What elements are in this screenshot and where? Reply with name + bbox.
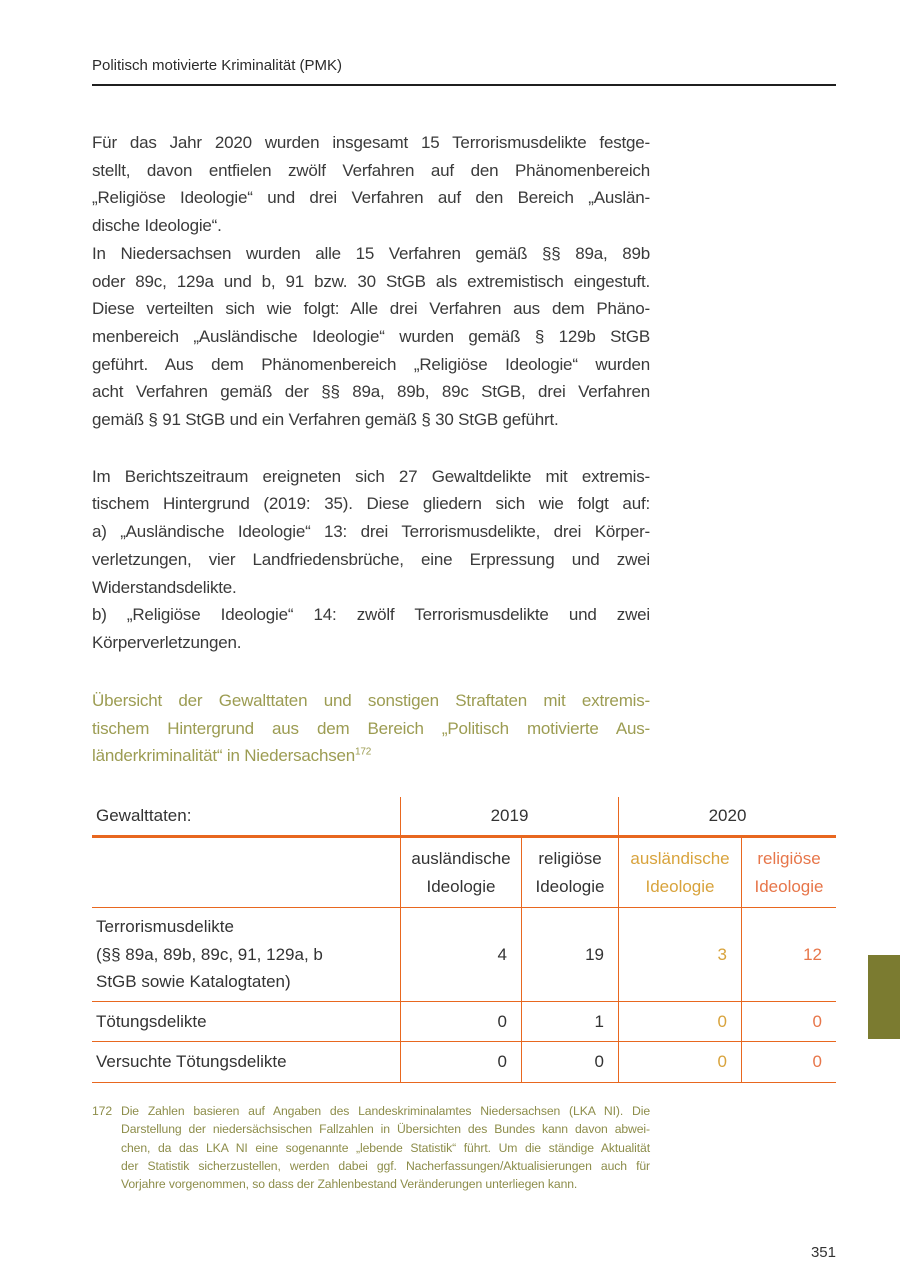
row-label-line: StGB sowie Katalogtaten) (96, 972, 291, 992)
value-cell: 0 (618, 1042, 741, 1082)
body-text (92, 129, 650, 657)
column-header-line: Ideologie (645, 876, 715, 896)
header-rule (92, 84, 836, 86)
column-header-line: Ideologie (426, 876, 496, 896)
value-cell: 12 (741, 908, 836, 1001)
text-line: a) „Ausländische Ideologie“ 13: drei Terrorismusdelikte, drei Körper- (92, 522, 650, 542)
text-line: In Niedersachsen wurden alle 15 Verfahren gemäß §§ 89a, 89b (92, 243, 650, 263)
value-cell: 0 (521, 1042, 618, 1082)
paragraph (92, 240, 650, 434)
paragraph (92, 601, 650, 656)
text-line: Für das Jahr 2020 wurden insgesamt 15 Terrorismusdelikte festge- (92, 133, 650, 152)
statistics-table (92, 797, 836, 1083)
text-line: Widerstandsdelikte. (92, 577, 237, 597)
table-caption (92, 687, 650, 770)
column-header-line: Ideologie (535, 876, 605, 896)
value-cell: 0 (618, 1002, 741, 1041)
text-line: Körperverletzungen. (92, 632, 242, 652)
paragraph-gap (92, 434, 650, 463)
caption-text: länderkriminalität“ in Niedersachsen (92, 746, 356, 766)
value-cell: 0 (400, 1042, 521, 1082)
table-year-row (92, 797, 836, 838)
year-group-cell: 2020 (618, 797, 836, 835)
column-header-line: religiöse (538, 848, 602, 868)
text-line: tischem Hintergrund aus dem Bereich „Politisch motivierte Aus- (92, 718, 650, 738)
text-line: der Statistik sicherzustellen, werden dabei ggf. Nacherfassungen/Aktualisierungen auch für (121, 1158, 650, 1173)
table-row (92, 1002, 836, 1042)
footnote-ref: 172 (355, 746, 372, 758)
text-line: gemäß § 91 StGB und ein Verfahren gemäß § 30 StGB geführt. (92, 410, 559, 430)
column-header-line: religiöse (757, 848, 821, 868)
text-line: Übersicht der Gewalttaten und sonstigen Straftaten mit extremis- (92, 691, 650, 710)
text-line: Im Berichtszeitraum ereigneten sich 27 Gewaltdelikte mit extremis- (92, 466, 650, 486)
text-line: menbereich „Ausländische Ideologie“ wurden gemäß § 129b StGB (92, 326, 650, 346)
row-label-cell (92, 908, 400, 1001)
footnote-number: 172 (92, 1104, 113, 1118)
row-label-header: Gewalttaten: (96, 806, 192, 826)
text-line: dische Ideologie“. (92, 216, 222, 236)
table-subheader-row (92, 838, 836, 908)
row-label-line: (§§ 89a, 89b, 89c, 91, 129a, b (96, 944, 323, 964)
value-cell: 3 (618, 908, 741, 1001)
footnote (92, 1102, 650, 1193)
row-label-line: Versuchte Tötungsdelikte (96, 1052, 287, 1072)
column-header-line: ausländische (411, 848, 511, 868)
value-cell: 0 (741, 1002, 836, 1041)
page-number: 351 (810, 1244, 836, 1261)
row-label-line: Terrorismusdelikte (96, 916, 234, 936)
running-header: Politisch motivierte Kriminalität (PMK) (92, 57, 343, 74)
value-cell: 19 (521, 908, 618, 1001)
table-row (92, 908, 836, 1002)
column-header-line: Ideologie (754, 876, 824, 896)
value-cell: 1 (521, 1002, 618, 1041)
column-header-cell (618, 838, 741, 907)
text-line: stellt, davon entfielen zwölf Verfahren auf den Phänomenbereich (92, 160, 650, 180)
row-label-cell (92, 1002, 400, 1041)
column-header-cell (400, 838, 521, 907)
table-row (92, 1042, 836, 1083)
text-line: „Religiöse Ideologie“ und drei Verfahren auf den Bereich „Auslän- (92, 188, 650, 208)
text-line: oder 89c, 129a und b, 91 bzw. 30 StGB als extremistisch eingestuft. (92, 271, 650, 291)
paragraph (92, 129, 650, 240)
value-cell: 4 (400, 908, 521, 1001)
text-line: Vorjahre vorgenommen, so dass der Zahlenbestand Veränderungen unterliegen kann. (121, 1177, 578, 1192)
paragraph (92, 518, 650, 601)
value-cell: 0 (400, 1002, 521, 1041)
row-label-spacer (92, 838, 400, 907)
text-line: geführt. Aus dem Phänomenbereich „Religiöse Ideologie“ wurden (92, 354, 650, 374)
text-line: verletzungen, vier Landfriedensbrüche, eine Erpressung und zwei (92, 549, 650, 569)
text-line: Die Zahlen basieren auf Angaben des Landeskriminalamtes Niedersachsen (LKA NI). Die (121, 1104, 650, 1118)
column-header-line: ausländische (630, 848, 730, 868)
text-line: Diese verteilten sich wie folgt: Alle drei Verfahren aus dem Phäno- (92, 299, 650, 319)
row-label-cell (92, 1042, 400, 1082)
paragraph (92, 463, 650, 518)
text-line: acht Verfahren gemäß der §§ 89a, 89b, 89c StGB, drei Verfahren (92, 382, 650, 402)
text-line: b) „Religiöse Ideologie“ 14: zwölf Terrorismusdelikte und zwei (92, 605, 650, 625)
text-line: Darstellung der niedersächsischen Fallzahlen in Übersichten des Bundes kann davon abwei- (121, 1122, 650, 1137)
text-line (92, 742, 650, 770)
column-header-cell (741, 838, 836, 907)
row-label-line: Tötungsdelikte (96, 1011, 207, 1031)
column-header-cell (521, 838, 618, 907)
year-group-cell: 2019 (400, 797, 618, 835)
value-cell: 0 (741, 1042, 836, 1082)
footnote-lines (121, 1102, 650, 1193)
text-line: chen, da das LKA NI eine sogenannte „lebende Statistik“ führt. Um die ständige Aktualität (121, 1140, 650, 1155)
page-edge-tab (868, 955, 900, 1039)
text-line: tischem Hintergrund (2019: 35). Diese gliedern sich wie folgt auf: (92, 494, 650, 514)
